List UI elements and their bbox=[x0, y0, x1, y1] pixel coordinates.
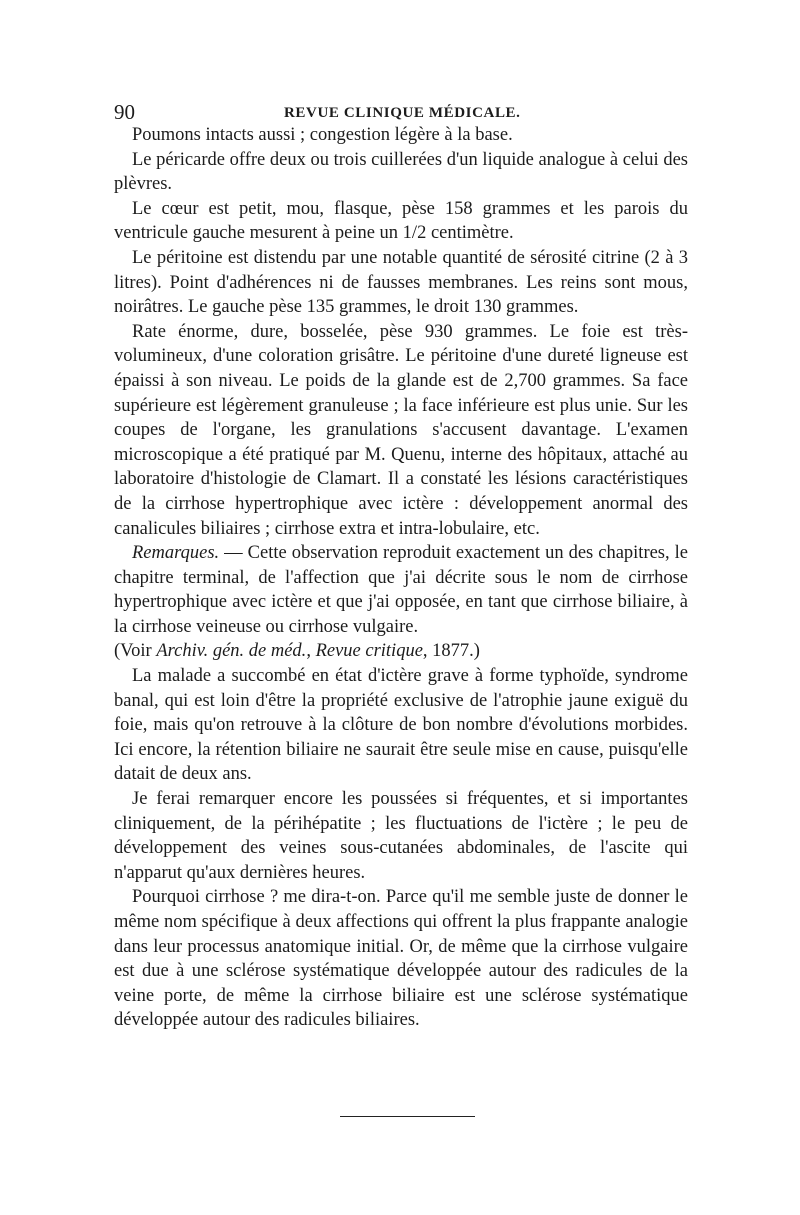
reference-section: Revue critique bbox=[315, 641, 423, 662]
journal-title: REVUE CLINIQUE MÉDICALE. bbox=[284, 105, 521, 121]
paragraph-observations: Je ferai remarquer encore les poussées si fréquentes, et si importantes cliniquement, de la périhépatite ; les fluctuations de l'ictère ; le peu de développement des veines sous-cutanées abdominales, de l'ascite qui n'apparut qu'aux dernières heures. bbox=[114, 789, 688, 883]
paragraph-lungs: Poumons intacts aussi ; congestion légère à la base. bbox=[132, 125, 513, 145]
reference-close: , 1877.) bbox=[422, 641, 480, 662]
paragraph-why-cirrhosis: Pourquoi cirrhose ? me dira-t-on. Parce qu'il me semble juste de donner le même nom spécifique à deux affections qui offrent la plus frappante analogie dans leur processus anatomique initial. Or, de même que la cirrhose vulgaire est due à une sclérose systématique développée autour des radicules de la veine porte, de même la cirrhose biliaire est une sclérose systématique développée autour des radicules biliaires. bbox=[114, 887, 688, 1031]
section-divider bbox=[340, 1116, 475, 1117]
paragraph-peritoneum: Le péritoine est distendu par une notable quantité de sérosité citrine (2 à 3 litres). Point d'adhérences ni de fausses membranes. Les reins sont mous, noirâtres. Le gauche pèse 135 grammes, le droit 130 grammes. bbox=[114, 247, 688, 318]
paragraph-reference bbox=[114, 639, 688, 664]
paragraph-death: La malade a succombé en état d'ictère grave à forme typhoïde, syndrome banal, qui est loin d'être la propriété exclusive de l'atrophie jaune exiguë du foie, mais qu'on retrouve à la clôture de bon nombre d'évolutions morbides. Ici encore, la rétention biliaire ne saurait être seule mise en cause, puisqu'elle datait de deux ans. bbox=[114, 666, 688, 785]
body-text bbox=[114, 123, 688, 1033]
reference-sep: , bbox=[306, 641, 316, 662]
paragraph-pericardium: Le péricarde offre deux ou trois cuillerées d'un liquide analogue à celui des plèvres. bbox=[114, 149, 688, 195]
remarks-text: — Cette observation reproduit exactement un des chapitres, le chapitre terminal, de l'affection que j'ai décrite sous le nom de cirrhose hypertrophique avec ictère et que j'ai opposée, en tant que cirrhose biliaire, à la cirrhose veineuse ou cirrhose vulgaire. bbox=[114, 543, 688, 637]
page-number: 90 bbox=[114, 100, 135, 124]
paragraph-spleen-liver: Rate énorme, dure, bosselée, pèse 930 grammes. Le foie est très-volumineux, d'une coloration grisâtre. Le péritoine d'une dureté ligneuse est épaissi à son niveau. Le poids de la glande est de 2,700 grammes. Sa face supérieure est légèrement granuleuse ; la face inférieure est plus unie. Sur les coupes de l'organe, les granulations s'accusent davantage. L'examen microscopique a été pratiqué par M. Quenu, interne des hôpitaux, attaché au laboratoire d'histologie de Clamart. Il a constaté les lésions caractéristiques de la cirrhose hypertrophique avec ictère : développement anormal des canalicules biliaires ; cirrhose extra et intra-lobulaire, etc. bbox=[114, 321, 688, 539]
paragraph-remarks bbox=[114, 541, 688, 639]
reference-open: (Voir bbox=[114, 641, 157, 662]
remarks-label: Remarques. bbox=[132, 543, 220, 564]
paragraph-heart: Le cœur est petit, mou, flasque, pèse 158 grammes et les parois du ventricule gauche mesurent à peine un 1/2 centimètre. bbox=[114, 198, 688, 244]
running-head bbox=[114, 98, 688, 126]
reference-journal: Archiv. gén. de méd. bbox=[156, 641, 307, 662]
